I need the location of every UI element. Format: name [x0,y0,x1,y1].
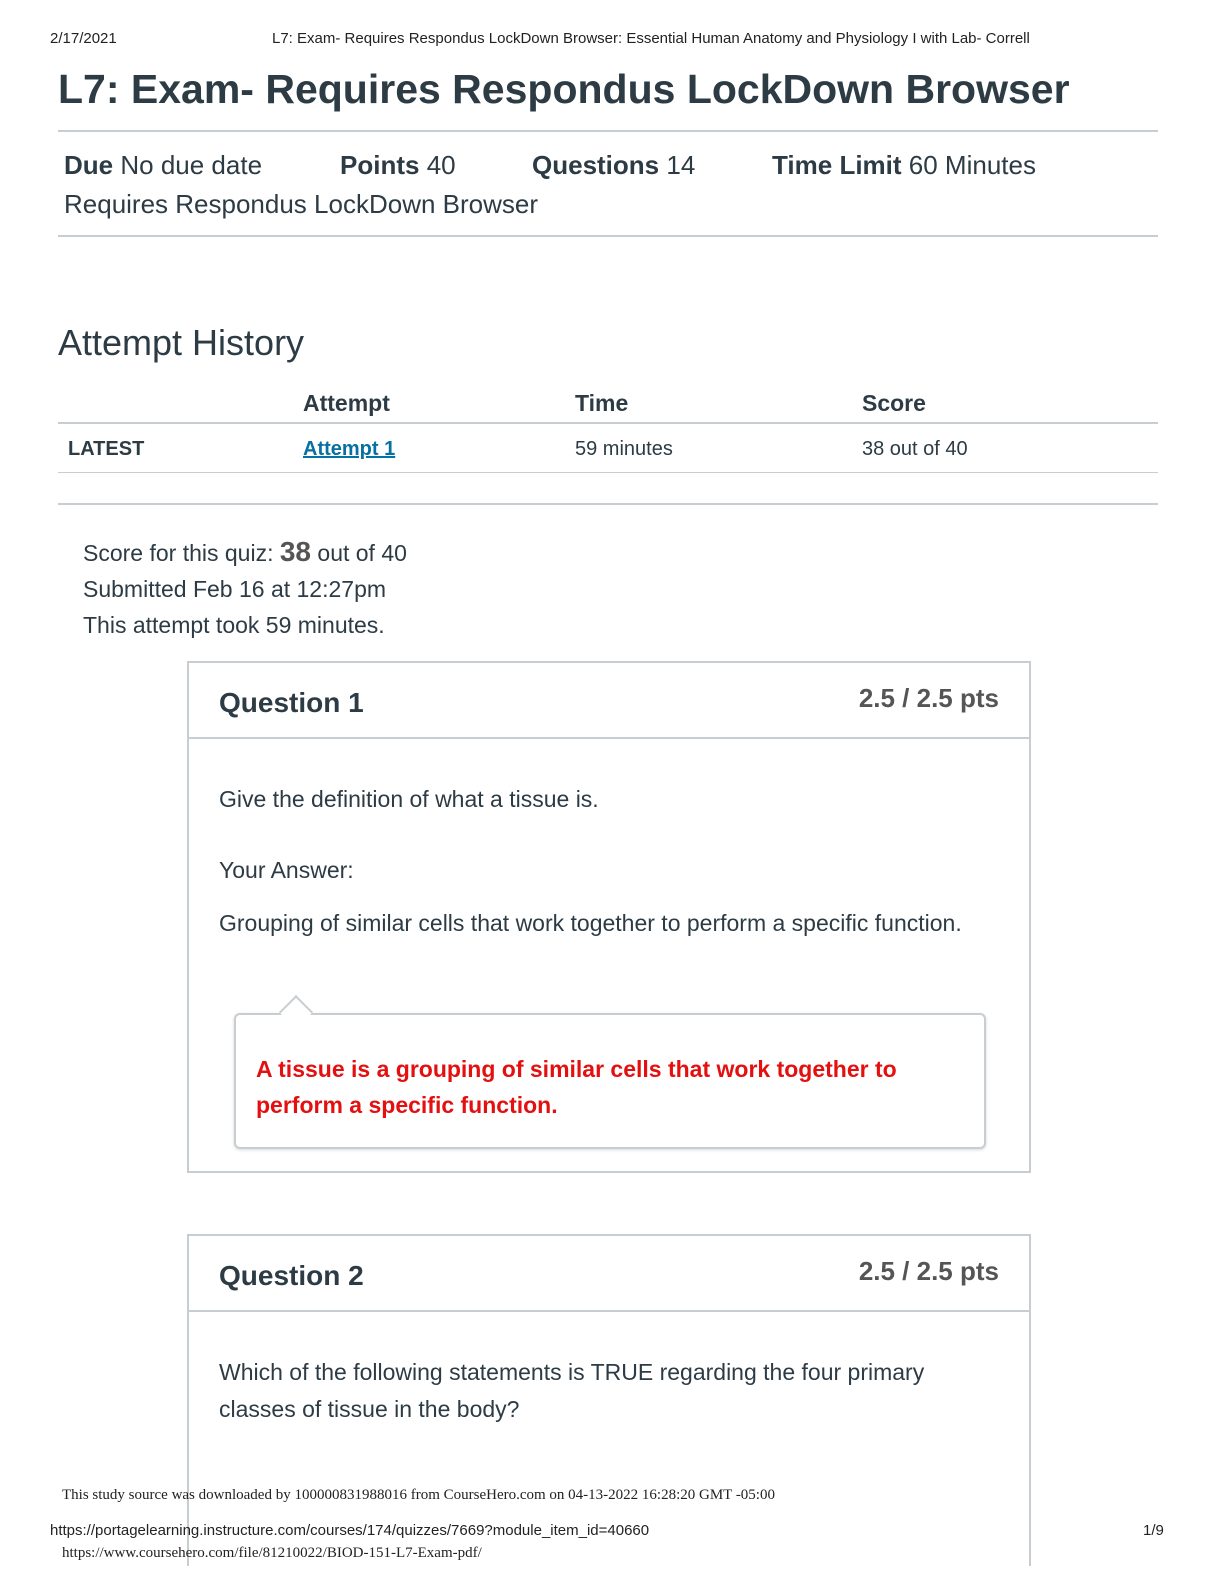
question-1-header [189,663,1029,739]
source-url: https://www.coursehero.com/file/81210022/BIOD-151-L7-Exam-pdf/ [62,1545,482,1561]
print-date: 2/17/2021 [50,30,117,47]
attempt-score: 38 out of 40 [862,438,968,460]
page-number: 1/9 [1143,1522,1164,1539]
score-suffix: out of 40 [317,540,407,566]
table-header-divider [58,422,1158,424]
questions-value: 14 [666,150,696,180]
points-info [340,150,456,181]
score-value: 38 [279,536,312,567]
download-note: This study source was downloaded by 100000831988016 from CourseHero.com on 04-13-2022 16:28:20 GMT -05:00 [62,1487,775,1503]
your-answer-label: Your Answer: [219,857,354,883]
title-divider [58,130,1158,132]
quiz-score-line [83,536,407,568]
latest-label: LATEST [68,438,145,460]
page-url: https://portagelearning.instructure.com/courses/174/quizzes/7669?module_item_id=40660 [50,1522,650,1539]
score-prefix: Score for this quiz: [83,540,274,566]
question-1-feedback-text: A tissue is a grouping of similar cells that work together to perform a specific function. [256,1056,897,1118]
question-1-answer: Grouping of similar cells that work together to perform a specific function. [219,910,962,936]
time-limit-value: 60 Minutes [908,150,1036,180]
attempt-1-link[interactable]: Attempt 1 [303,438,396,460]
question-1-feedback [234,1013,986,1149]
question-1-title: Question 1 [219,687,364,718]
question-1-card [187,661,1031,1173]
due-label: Due [64,150,114,180]
points-value: 40 [426,150,456,180]
column-header-score: Score [862,390,926,416]
meta-divider [58,235,1158,237]
time-limit-label: Time Limit [772,150,902,180]
due-info [64,150,262,181]
question-2-title: Question 2 [219,1260,364,1291]
time-limit-info [772,150,1036,181]
attempt-duration: This attempt took 59 minutes. [83,612,385,638]
question-2-card [187,1234,1031,1566]
attempt-history-title: Attempt History [58,322,305,363]
question-2-points: 2.5 / 2.5 pts [858,1256,999,1286]
questions-info [532,150,695,181]
question-2-header [189,1236,1029,1312]
question-2-prompt: Which of the following statements is TRUE regarding the four primary classes of tissue in the body? [219,1359,925,1422]
points-label: Points [340,150,420,180]
submitted-time: Submitted Feb 16 at 12:27pm [83,576,387,602]
question-1-prompt: Give the definition of what a tissue is. [219,786,599,812]
feedback-pointer [279,995,313,1029]
attempt-time: 59 minutes [575,438,673,460]
column-header-time: Time [575,390,629,416]
question-1-points: 2.5 / 2.5 pts [858,683,999,713]
print-page-title: L7: Exam- Requires Respondus LockDown Browser: Essential Human Anatomy and Physiology I with Lab- Correll [272,30,1030,47]
due-value: No due date [120,150,263,180]
lockdown-requirement: Requires Respondus LockDown Browser [64,189,539,219]
questions-label: Questions [532,150,660,180]
page-title: L7: Exam- Requires Respondus LockDown Browser [58,66,1070,112]
table-row-divider [58,472,1158,473]
history-divider [58,503,1158,505]
column-header-attempt: Attempt [303,390,390,416]
